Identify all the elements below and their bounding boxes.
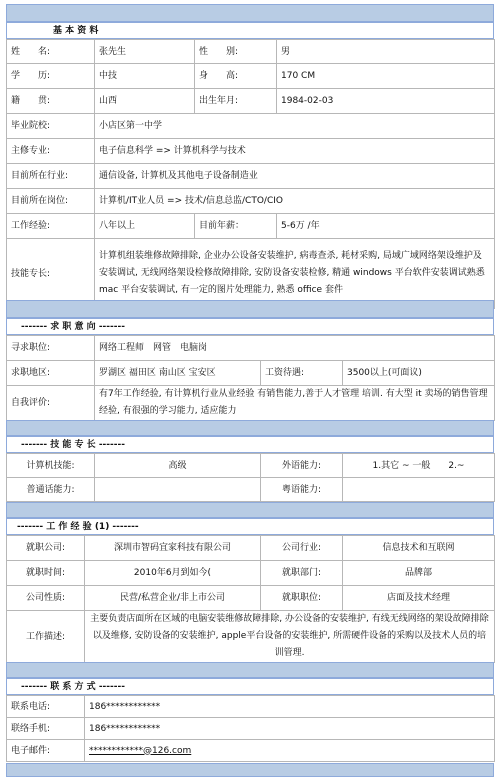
language-label: 外语能力:	[261, 454, 343, 478]
salary-value: 5-6万 /年	[277, 214, 495, 239]
table-row	[7, 139, 495, 164]
table-row	[7, 561, 495, 586]
section-contact-header	[6, 678, 494, 695]
work-time-label: 就职时间:	[7, 561, 85, 586]
phone-value: 186************	[85, 696, 495, 718]
salary-label: 目前年薪：	[195, 214, 277, 239]
mobile-value: 186************	[85, 718, 495, 740]
table-row	[7, 611, 495, 663]
work-desc-value: 主要负责店面所在区域的电脑安装维修故障排除, 办公设备的安装维护, 有线无线网络的架设故障排除以及维修, 安防设备的安装维护, apple平台设备的安装维护, 所需硬件设备的采购以及技术人员的培训管理.	[85, 611, 495, 663]
gender-label: 性 别:	[195, 40, 277, 64]
industry-label: 目前所在行业:	[7, 164, 95, 189]
skill-value: 计算机组装维修故障排除, 企业办公设备安装维护, 病毒查杀, 耗材采购, 局域广域网络架设维护及安装调试, 无线网络架设检修故障排除, 安防设备安装检修, 精通 windows 平台软件安装调试熟悉 mac 平台安装调试, 有一定的图片处理能力, 熟悉 office 套件	[95, 239, 495, 309]
table-row	[7, 40, 495, 64]
section-skills-header	[6, 436, 494, 453]
school-value: 小店区第一中学	[95, 114, 495, 139]
height-label: 身 高:	[195, 64, 277, 89]
table-row	[7, 64, 495, 89]
table-row	[7, 536, 495, 561]
table-row	[7, 740, 495, 762]
edu-value: 中技	[95, 64, 195, 89]
major-value: 电子信息科学 => 计算机科学与技术	[95, 139, 495, 164]
area-value: 罗湖区 福田区 南山区 宝安区	[95, 361, 261, 386]
section-intent-header	[6, 318, 494, 335]
table-row	[7, 386, 495, 421]
gender-value: 男	[277, 40, 495, 64]
mandarin-value	[95, 478, 261, 502]
self-eval-value: 有7年工作经验, 有计算机行业从业经验 有销售能力,善于人才管理 培训. 有大型 it 卖场的销售管理经验, 有很强的学习能力, 适应能力	[95, 386, 495, 421]
self-eval-label: 自我评价:	[7, 386, 95, 421]
company-nature-label: 公司性质:	[7, 586, 85, 611]
section-skills-title: ------- 技 能 专 长 -------	[21, 440, 125, 450]
work-desc-label: 工作描述:	[7, 611, 85, 663]
name-label: 姓 名:	[7, 40, 95, 64]
table-row	[7, 336, 495, 361]
section-intent-title: ------- 求 职 意 向 -------	[21, 322, 125, 332]
position-value: 计算机/IT业人员 => 技术/信息总监/CTO/CIO	[95, 189, 495, 214]
band-intent	[6, 300, 494, 318]
school-label: 毕业院校:	[7, 114, 95, 139]
phone-label: 联系电话:	[7, 696, 85, 718]
role-label: 就职职位:	[261, 586, 343, 611]
email-cell	[85, 740, 495, 762]
edu-label: 学 历:	[7, 64, 95, 89]
section-work-header	[6, 518, 494, 535]
skills-table	[6, 453, 495, 502]
department-value: 品牌部	[343, 561, 495, 586]
department-label: 就职部门:	[261, 561, 343, 586]
computer-skill-value: 高级	[95, 454, 261, 478]
company-industry-value: 信息技术和互联网	[343, 536, 495, 561]
job-value: 网络工程师 网管 电脑岗	[95, 336, 495, 361]
table-row	[7, 478, 495, 502]
job-label: 寻求职位:	[7, 336, 95, 361]
table-row	[7, 361, 495, 386]
company-label: 就职公司:	[7, 536, 85, 561]
work-time-value: 2010年6月到如今(	[85, 561, 261, 586]
table-row	[7, 89, 495, 114]
company-value: 深圳市智码宜家科技有限公司	[85, 536, 261, 561]
band-skills	[6, 420, 494, 436]
section-contact-title: ------- 联 系 方 式 -------	[21, 682, 125, 692]
email-label: 电子邮件:	[7, 740, 85, 762]
section-work-title: ------- 工 作 经 验 (1) -------	[17, 522, 139, 532]
table-row	[7, 586, 495, 611]
company-nature-value: 民营/私营企业/非上市公司	[85, 586, 261, 611]
cantonese-value	[343, 478, 495, 502]
origin-value: 山西	[95, 89, 195, 114]
table-row	[7, 696, 495, 718]
email-link[interactable]: ************@126.com	[89, 745, 192, 756]
skill-label: 技能专长:	[7, 239, 95, 309]
table-row	[7, 189, 495, 214]
experience-value: 八年以上	[95, 214, 195, 239]
mobile-label: 联络手机:	[7, 718, 85, 740]
pay-value: 3500以上(可面议)	[343, 361, 495, 386]
pay-label: 工资待遇:	[261, 361, 343, 386]
table-row	[7, 718, 495, 740]
section-basic-header	[6, 22, 494, 39]
role-value: 店面及技术经理	[343, 586, 495, 611]
table-row	[7, 214, 495, 239]
table-row	[7, 114, 495, 139]
band-contact	[6, 662, 494, 678]
major-label: 主修专业:	[7, 139, 95, 164]
origin-label: 籍 贯:	[7, 89, 95, 114]
cantonese-label: 粤语能力:	[261, 478, 343, 502]
bottom-band	[6, 763, 494, 777]
computer-skill-label: 计算机技能:	[7, 454, 95, 478]
experience-label: 工作经验:	[7, 214, 95, 239]
work-table	[6, 535, 495, 663]
table-row	[7, 239, 495, 309]
contact-table	[6, 695, 495, 762]
company-industry-label: 公司行业:	[261, 536, 343, 561]
birth-label: 出生年月:	[195, 89, 277, 114]
top-band	[6, 4, 494, 22]
band-work	[6, 502, 494, 518]
table-row	[7, 454, 495, 478]
birth-value: 1984-02-03	[277, 89, 495, 114]
name-value: 张先生	[95, 40, 195, 64]
intent-table	[6, 335, 495, 421]
height-value: 170 CM	[277, 64, 495, 89]
mandarin-label: 普通话能力:	[7, 478, 95, 502]
position-label: 目前所在岗位:	[7, 189, 95, 214]
table-row	[7, 164, 495, 189]
basic-info-table	[6, 39, 495, 309]
section-basic-title: 基 本 资 料	[53, 26, 99, 36]
industry-value: 通信设备, 计算机及其他电子设备制造业	[95, 164, 495, 189]
area-label: 求职地区:	[7, 361, 95, 386]
language-value: 1.其它 ~ 一般 2.~	[343, 454, 495, 478]
